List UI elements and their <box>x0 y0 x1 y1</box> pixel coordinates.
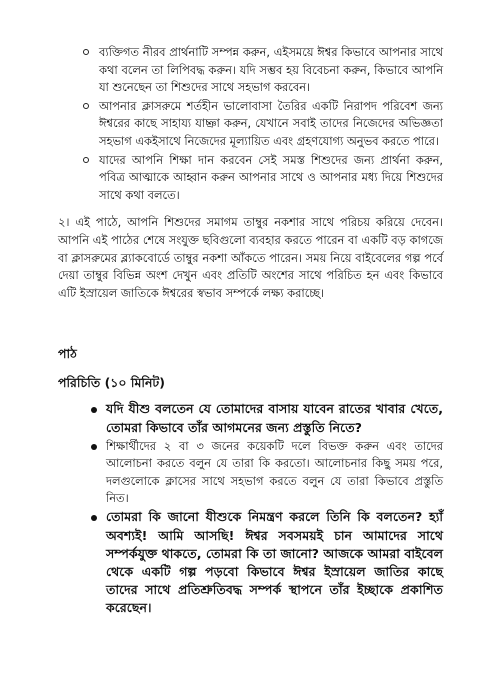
hollow-circle-bullet-icon <box>83 157 89 163</box>
numbered-paragraph-2: ২। এই পাঠে, আপনি শিশুদের সমাগম তাম্বুর নকশার সাথে পরিচয় করিয়ে দেবেন। আপনি এই পাঠের শেষে সংযুক্ত ছবিগুলো ব্যবহার করতে পারেন বা একটি বড় কাগজে বা ক্লাসরুমের ব্ল্যাকবোর্ডে তাম্বুর নকশা আঁকতে পারেন। সময় নিয়ে বাইবেলের গল্প পর্বে দেয়া তাম্বুর বিভিন্ন অংশ দেখুন এবং প্রতিটি অংশের সাথে পরিচিত হন এবং কিভাবে এটি ইস্রায়েল জাতিকে ঈশ্বরের স্বভাব সম্পর্কে লক্ষ্য করাচ্ছে। <box>58 215 443 300</box>
sub-list-item <box>83 98 443 151</box>
intro-list-item <box>91 400 443 436</box>
hollow-circle-bullet-icon <box>83 103 89 109</box>
prayer-sub-list <box>83 44 443 204</box>
sub-list-item <box>83 44 443 97</box>
intro-list-item-text: যদি যীশু বলতেন যে তোমাদের বাসায় যাবেন রাতের খাবার খেতে, তোমরা কিভাবে তাঁর আগমনের জন্য প্রস্তুতি নিতে? <box>106 401 443 435</box>
intro-heading: পরিচিতি (১০ মিনিট) <box>58 375 165 391</box>
sub-list-item-text: আপনার ক্লাসরুমে শর্তহীন ভালোবাসা তৈরির একটি নিরাপদ পরিবেশ জন্য ঈশ্বরের কাছে সাহায্য যাচ্ঞা করুন, যেখানে সবাই তাদের নিজেদের অভিজ্ঞতা সহভাগ একইসাথে নিজেদের মূল্যায়িত এবং গ্রহণযোগ্য অনুভব করতে পারে। <box>99 98 443 148</box>
sub-list-item-text: যাদের আপনি শিক্ষা দান করবেন সেই সমস্ত শিশুদের জন্য প্রার্থনা করুন, পবিত্র আত্মাকে আহ্বান করুন আপনার সাথে ও আপনার মধ্য দিয়ে শিশুদের সাথে কথা বলতে। <box>99 152 443 202</box>
intro-list-item <box>91 508 443 617</box>
lesson-heading: পাঠ <box>58 346 77 362</box>
hollow-circle-bullet-icon <box>83 49 89 55</box>
intro-list-item-text: শিক্ষার্থীদের ২ বা ৩ জনের কয়েকটি দলে বিভক্ত করুন এবং তাদের আলোচনা করতে বলুন যে তারা কি করতো। আলোচনার কিছু সময় পরে, দলগুলোকে ক্লাসের সাথে সহভাগ করতে বলুন যে তারা কিভাবে প্রস্তুতি নিত। <box>106 438 443 505</box>
filled-dot-bullet-icon <box>91 407 97 413</box>
sub-list-item <box>83 152 443 205</box>
intro-list <box>91 400 443 617</box>
intro-list-item-text: তোমরা কি জানো যীশুকে নিমন্ত্রণ করলে তিনি কি বলতেন? হ্যাঁ অবশ্যই! আমি আসছি! ঈশ্বর সবসময়ই চান আমাদের সাথে সম্পর্কযুক্ত থাকতে, তোমরা কি তা জানো? আজকে আমরা বাইবেল থেকে একটি গল্প পড়বো কিভাবে ঈশ্বর ইস্রায়েল জাতির কাছে তাদের সাথে প্রতিশ্রুতিবদ্ধ সম্পর্ক স্থাপনে তাঁর ইচ্ছাকে প্রকাশিত করেছেন। <box>106 509 443 616</box>
sub-list-item-text: ব্যক্তিগত নীরব প্রার্থনাটি সম্পন্ন করুন, এইসময়ে ঈশ্বর কিভাবে আপনার সাথে কথা বলেন তা লিপিবদ্ধ করুন। যদি সম্ভব হয় বিবেচনা করুন, কিভাবে আপনি যা শুনেছেন তা শিশুদের সাথে সহভাগ করবেন। <box>99 45 443 95</box>
filled-dot-bullet-icon <box>91 515 97 521</box>
intro-list-item <box>91 438 443 508</box>
filled-dot-bullet-icon <box>91 444 97 450</box>
